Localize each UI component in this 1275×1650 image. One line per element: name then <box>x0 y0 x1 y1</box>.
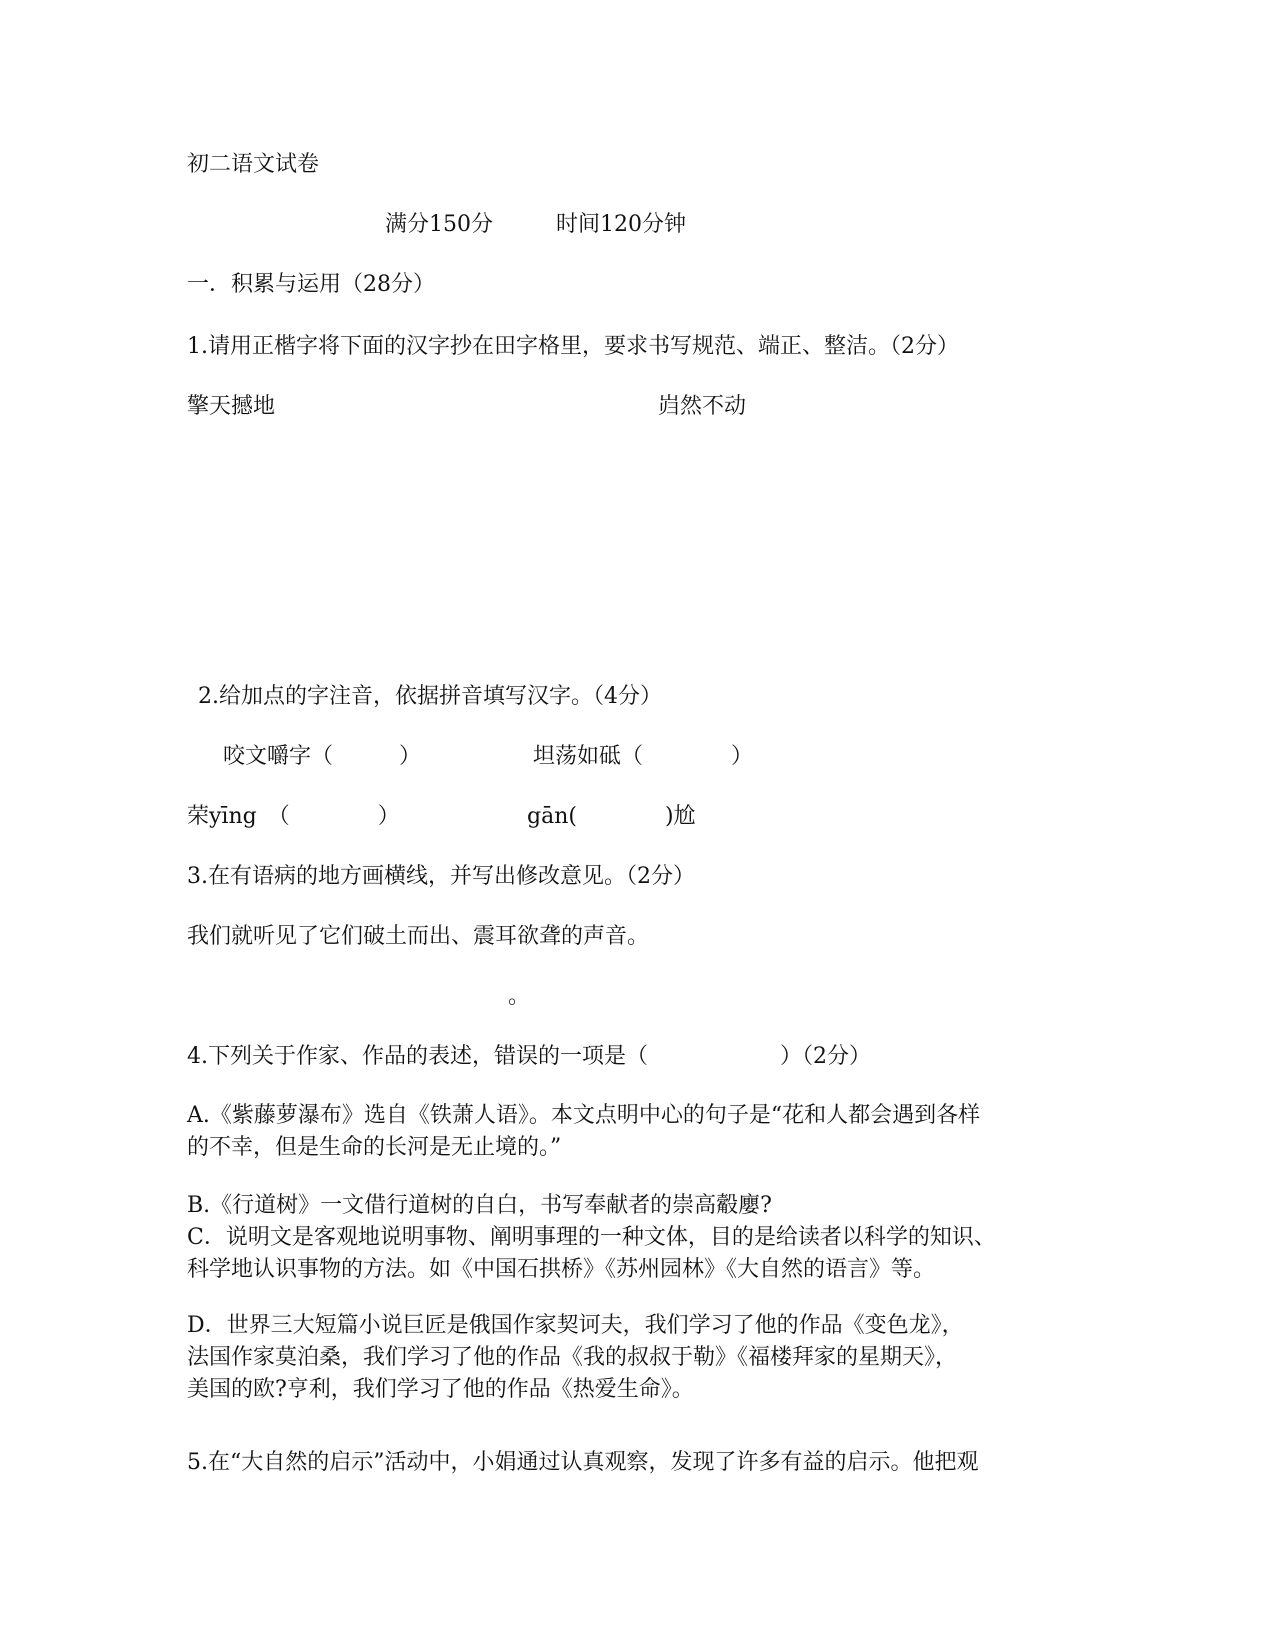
time-info: 时间120分钟 <box>556 212 686 237</box>
option-d-line-3: 美国的欧?亨利，我们学习了他的作品《热爱生命》。 <box>187 1377 694 1402</box>
section-heading: 一．积累与运用（28分） <box>187 272 435 297</box>
question-2-item-3: 荣yīng （ ） <box>187 804 400 829</box>
question-1-word-2: 岿然不动 <box>658 394 747 419</box>
question-4-option-b <box>187 1190 1087 1222</box>
question-3: 3.在有语病的地方画横线，并写出修改意见。（2分） <box>187 864 695 889</box>
option-c-line-1: C．说明文是客观地说明事物、阐明事理的一种文体，目的是给读者以科学的知识、 <box>187 1225 996 1250</box>
option-a-line-2: 的不幸，但是生命的长河是无止境的。” <box>187 1135 562 1160</box>
option-d-line-1: D．世界三大短篇小说巨匠是俄国作家契诃夫，我们学习了他的作品《变色龙》， <box>187 1313 964 1338</box>
question-1: 1.请用正楷字将下面的汉字抄在田字格里，要求书写规范、端正、整洁。（2分） <box>187 334 959 359</box>
question-2-item-2: 坦荡如砥（ ） <box>533 744 754 769</box>
question-4-option-c <box>187 1222 1087 1286</box>
option-a-line-1: A.《紫藤萝瀑布》选自《铁萧人语》。本文点明中心的句子是“花和人都会遇到各样 <box>187 1103 981 1128</box>
question-5: 5.在“大自然的启示”活动中，小娟通过认真观察，发现了许多有益的启示。他把观 <box>187 1450 979 1475</box>
option-d-line-2: 法国作家莫泊桑，我们学习了他的作品《我的叔叔于勒》《福楼拜家的星期天》， <box>187 1345 958 1370</box>
option-c-line-2: 科学地认识事物的方法。如《中国石拱桥》《苏州园林》《大自然的语言》等。 <box>187 1257 936 1282</box>
question-4-option-d <box>187 1310 1087 1406</box>
question-2-item-1: 咬文嚼字（ ） <box>223 744 422 769</box>
question-2: 2.给加点的字注音，依据拼音填写汉字。（4分） <box>198 684 662 709</box>
score-info: 满分150分 <box>385 212 493 237</box>
question-2-item-4: gān( )尬 <box>527 804 696 829</box>
question-4-option-a <box>187 1100 1087 1164</box>
question-1-word-1: 擎天撼地 <box>187 394 276 419</box>
option-b-line-1: B.《行道树》一文借行道树的自白，书写奉献者的崇高觳廮? <box>187 1193 772 1218</box>
question-4: 4.下列关于作家、作品的表述，错误的一项是（ ）（2分） <box>187 1044 871 1069</box>
question-3-answer-period: 。 <box>508 984 531 1009</box>
exam-title: 初二语文试卷 <box>187 152 320 177</box>
question-3-sentence: 我们就听见了它们破土而出、震耳欲聋的声音。 <box>187 924 650 949</box>
